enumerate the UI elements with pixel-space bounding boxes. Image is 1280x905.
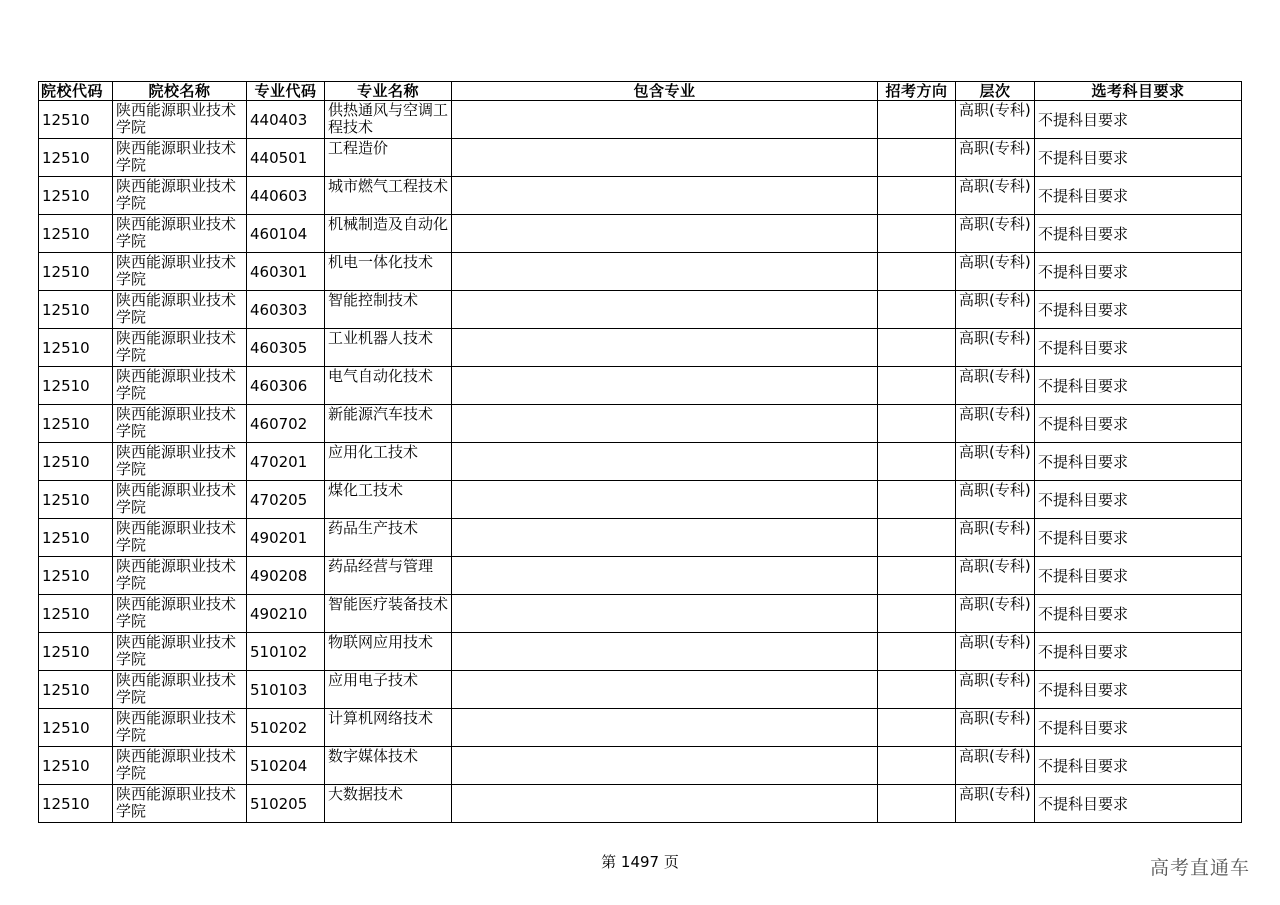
cell-major-code: 510205 xyxy=(247,785,325,823)
cell-major-code: 460306 xyxy=(247,367,325,405)
cell-major-name: 应用化工技术 xyxy=(325,443,452,481)
cell-school-code: 12510 xyxy=(39,253,113,291)
cell-included-majors xyxy=(452,253,878,291)
cell-school-name: 陕西能源职业技术学院 xyxy=(113,785,247,823)
cell-school-name: 陕西能源职业技术学院 xyxy=(113,557,247,595)
table-body xyxy=(39,101,1242,823)
cell-included-majors xyxy=(452,747,878,785)
cell-major-name: 药品生产技术 xyxy=(325,519,452,557)
cell-major-code: 460104 xyxy=(247,215,325,253)
cell-school-name: 陕西能源职业技术学院 xyxy=(113,405,247,443)
table-row xyxy=(39,443,1242,481)
cell-direction xyxy=(878,405,956,443)
cell-level: 高职(专科) xyxy=(956,405,1035,443)
cell-level: 高职(专科) xyxy=(956,443,1035,481)
cell-subject-requirement: 不提科目要求 xyxy=(1035,481,1242,519)
cell-level: 高职(专科) xyxy=(956,785,1035,823)
cell-school-name: 陕西能源职业技术学院 xyxy=(113,253,247,291)
cell-school-name: 陕西能源职业技术学院 xyxy=(113,747,247,785)
cell-included-majors xyxy=(452,215,878,253)
table-row xyxy=(39,671,1242,709)
cell-included-majors xyxy=(452,709,878,747)
cell-direction xyxy=(878,595,956,633)
cell-included-majors xyxy=(452,291,878,329)
cell-school-code: 12510 xyxy=(39,367,113,405)
cell-level: 高职(专科) xyxy=(956,747,1035,785)
cell-major-name: 新能源汽车技术 xyxy=(325,405,452,443)
table-row xyxy=(39,785,1242,823)
header-row xyxy=(39,82,1242,101)
table-row xyxy=(39,709,1242,747)
cell-major-code: 460303 xyxy=(247,291,325,329)
header-major-name: 专业名称 xyxy=(325,82,452,101)
cell-major-name: 电气自动化技术 xyxy=(325,367,452,405)
cell-major-code: 510202 xyxy=(247,709,325,747)
cell-included-majors xyxy=(452,329,878,367)
cell-school-code: 12510 xyxy=(39,595,113,633)
cell-included-majors xyxy=(452,557,878,595)
cell-major-name: 智能医疗装备技术 xyxy=(325,595,452,633)
cell-school-name: 陕西能源职业技术学院 xyxy=(113,633,247,671)
cell-school-name: 陕西能源职业技术学院 xyxy=(113,177,247,215)
table-row xyxy=(39,177,1242,215)
cell-level: 高职(专科) xyxy=(956,177,1035,215)
cell-school-name: 陕西能源职业技术学院 xyxy=(113,367,247,405)
cell-major-name: 大数据技术 xyxy=(325,785,452,823)
cell-major-code: 490208 xyxy=(247,557,325,595)
cell-direction xyxy=(878,709,956,747)
cell-major-name: 工业机器人技术 xyxy=(325,329,452,367)
header-level: 层次 xyxy=(956,82,1035,101)
cell-direction xyxy=(878,481,956,519)
cell-direction xyxy=(878,671,956,709)
cell-included-majors xyxy=(452,519,878,557)
header-direction: 招考方向 xyxy=(878,82,956,101)
cell-direction xyxy=(878,291,956,329)
cell-included-majors xyxy=(452,671,878,709)
cell-level: 高职(专科) xyxy=(956,595,1035,633)
cell-level: 高职(专科) xyxy=(956,367,1035,405)
cell-major-name: 供热通风与空调工程技术 xyxy=(325,101,452,139)
cell-major-code: 490210 xyxy=(247,595,325,633)
cell-school-name: 陕西能源职业技术学院 xyxy=(113,709,247,747)
table-row xyxy=(39,405,1242,443)
admission-table xyxy=(38,81,1242,823)
cell-included-majors xyxy=(452,633,878,671)
table-row xyxy=(39,557,1242,595)
cell-direction xyxy=(878,633,956,671)
cell-major-name: 工程造价 xyxy=(325,139,452,177)
cell-subject-requirement: 不提科目要求 xyxy=(1035,139,1242,177)
cell-school-code: 12510 xyxy=(39,291,113,329)
cell-subject-requirement: 不提科目要求 xyxy=(1035,557,1242,595)
cell-major-code: 510204 xyxy=(247,747,325,785)
cell-school-name: 陕西能源职业技术学院 xyxy=(113,671,247,709)
cell-school-code: 12510 xyxy=(39,747,113,785)
cell-major-name: 机电一体化技术 xyxy=(325,253,452,291)
cell-level: 高职(专科) xyxy=(956,101,1035,139)
cell-major-name: 城市燃气工程技术 xyxy=(325,177,452,215)
watermark-logo-text: 高考直通车 xyxy=(1149,857,1250,879)
cell-school-name: 陕西能源职业技术学院 xyxy=(113,329,247,367)
cell-included-majors xyxy=(452,405,878,443)
cell-included-majors xyxy=(452,101,878,139)
cell-direction xyxy=(878,177,956,215)
cell-major-code: 510103 xyxy=(247,671,325,709)
cell-direction xyxy=(878,785,956,823)
header-subject-requirement: 选考科目要求 xyxy=(1035,82,1242,101)
cell-included-majors xyxy=(452,481,878,519)
cell-subject-requirement: 不提科目要求 xyxy=(1035,633,1242,671)
cell-level: 高职(专科) xyxy=(956,215,1035,253)
cell-major-name: 智能控制技术 xyxy=(325,291,452,329)
table-row xyxy=(39,101,1242,139)
cell-school-code: 12510 xyxy=(39,519,113,557)
cell-subject-requirement: 不提科目要求 xyxy=(1035,177,1242,215)
cell-subject-requirement: 不提科目要求 xyxy=(1035,367,1242,405)
cell-direction xyxy=(878,253,956,291)
cell-school-code: 12510 xyxy=(39,443,113,481)
table-row xyxy=(39,215,1242,253)
page-number: 第 1497 页 xyxy=(601,853,679,871)
cell-subject-requirement: 不提科目要求 xyxy=(1035,671,1242,709)
cell-level: 高职(专科) xyxy=(956,481,1035,519)
cell-level: 高职(专科) xyxy=(956,291,1035,329)
cell-school-code: 12510 xyxy=(39,481,113,519)
cell-subject-requirement: 不提科目要求 xyxy=(1035,405,1242,443)
cell-level: 高职(专科) xyxy=(956,519,1035,557)
cell-direction xyxy=(878,519,956,557)
cell-level: 高职(专科) xyxy=(956,139,1035,177)
table-row xyxy=(39,747,1242,785)
cell-major-code: 440501 xyxy=(247,139,325,177)
cell-direction xyxy=(878,139,956,177)
cell-subject-requirement: 不提科目要求 xyxy=(1035,595,1242,633)
cell-level: 高职(专科) xyxy=(956,671,1035,709)
cell-level: 高职(专科) xyxy=(956,329,1035,367)
cell-school-code: 12510 xyxy=(39,329,113,367)
cell-subject-requirement: 不提科目要求 xyxy=(1035,785,1242,823)
cell-school-code: 12510 xyxy=(39,215,113,253)
cell-school-code: 12510 xyxy=(39,557,113,595)
cell-school-code: 12510 xyxy=(39,785,113,823)
cell-major-name: 应用电子技术 xyxy=(325,671,452,709)
cell-school-code: 12510 xyxy=(39,139,113,177)
table-row xyxy=(39,291,1242,329)
cell-included-majors xyxy=(452,785,878,823)
header-included-majors: 包含专业 xyxy=(452,82,878,101)
cell-major-name: 药品经营与管理 xyxy=(325,557,452,595)
cell-subject-requirement: 不提科目要求 xyxy=(1035,215,1242,253)
cell-school-name: 陕西能源职业技术学院 xyxy=(113,519,247,557)
cell-major-code: 470201 xyxy=(247,443,325,481)
cell-included-majors xyxy=(452,177,878,215)
cell-major-name: 数字媒体技术 xyxy=(325,747,452,785)
cell-major-code: 440403 xyxy=(247,101,325,139)
cell-subject-requirement: 不提科目要求 xyxy=(1035,443,1242,481)
cell-level: 高职(专科) xyxy=(956,709,1035,747)
cell-subject-requirement: 不提科目要求 xyxy=(1035,747,1242,785)
cell-major-name: 机械制造及自动化 xyxy=(325,215,452,253)
cell-school-name: 陕西能源职业技术学院 xyxy=(113,595,247,633)
header-major-code: 专业代码 xyxy=(247,82,325,101)
cell-direction xyxy=(878,367,956,405)
cell-major-code: 460305 xyxy=(247,329,325,367)
cell-school-name: 陕西能源职业技术学院 xyxy=(113,291,247,329)
cell-level: 高职(专科) xyxy=(956,253,1035,291)
table-row xyxy=(39,367,1242,405)
cell-direction xyxy=(878,557,956,595)
table-row xyxy=(39,519,1242,557)
cell-subject-requirement: 不提科目要求 xyxy=(1035,101,1242,139)
cell-school-code: 12510 xyxy=(39,633,113,671)
table-row xyxy=(39,633,1242,671)
cell-included-majors xyxy=(452,443,878,481)
cell-subject-requirement: 不提科目要求 xyxy=(1035,709,1242,747)
cell-school-code: 12510 xyxy=(39,177,113,215)
cell-school-name: 陕西能源职业技术学院 xyxy=(113,481,247,519)
table-row xyxy=(39,329,1242,367)
cell-school-name: 陕西能源职业技术学院 xyxy=(113,101,247,139)
cell-major-code: 460702 xyxy=(247,405,325,443)
table-row xyxy=(39,139,1242,177)
cell-school-code: 12510 xyxy=(39,709,113,747)
cell-school-name: 陕西能源职业技术学院 xyxy=(113,215,247,253)
cell-school-code: 12510 xyxy=(39,671,113,709)
cell-included-majors xyxy=(452,139,878,177)
cell-major-code: 490201 xyxy=(247,519,325,557)
cell-major-code: 460301 xyxy=(247,253,325,291)
cell-direction xyxy=(878,329,956,367)
table-row xyxy=(39,253,1242,291)
cell-subject-requirement: 不提科目要求 xyxy=(1035,291,1242,329)
cell-school-name: 陕西能源职业技术学院 xyxy=(113,443,247,481)
header-school-name: 院校名称 xyxy=(113,82,247,101)
header-school-code: 院校代码 xyxy=(39,82,113,101)
cell-included-majors xyxy=(452,367,878,405)
cell-direction xyxy=(878,747,956,785)
cell-subject-requirement: 不提科目要求 xyxy=(1035,519,1242,557)
table-row xyxy=(39,595,1242,633)
cell-major-code: 510102 xyxy=(247,633,325,671)
cell-major-code: 440603 xyxy=(247,177,325,215)
cell-subject-requirement: 不提科目要求 xyxy=(1035,253,1242,291)
cell-school-code: 12510 xyxy=(39,101,113,139)
cell-included-majors xyxy=(452,595,878,633)
cell-major-code: 470205 xyxy=(247,481,325,519)
cell-direction xyxy=(878,215,956,253)
cell-level: 高职(专科) xyxy=(956,633,1035,671)
cell-school-name: 陕西能源职业技术学院 xyxy=(113,139,247,177)
cell-direction xyxy=(878,101,956,139)
cell-level: 高职(专科) xyxy=(956,557,1035,595)
cell-subject-requirement: 不提科目要求 xyxy=(1035,329,1242,367)
cell-major-name: 计算机网络技术 xyxy=(325,709,452,747)
cell-major-name: 物联网应用技术 xyxy=(325,633,452,671)
cell-school-code: 12510 xyxy=(39,405,113,443)
table-row xyxy=(39,481,1242,519)
cell-direction xyxy=(878,443,956,481)
cell-major-name: 煤化工技术 xyxy=(325,481,452,519)
